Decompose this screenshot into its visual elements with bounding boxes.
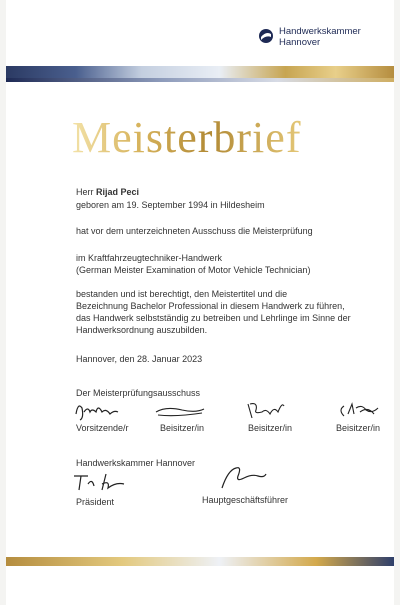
org-line1: Handwerkskammer xyxy=(279,26,361,37)
role-assessor-2: Beisitzer/in xyxy=(248,423,293,433)
recipient-line xyxy=(76,186,139,198)
signature-president xyxy=(72,470,134,494)
signature-assessor-3 xyxy=(336,400,382,420)
body-line-3: das Handwerk selbstständig zu betreiben und Lehrlinge im Sinne der xyxy=(76,313,351,323)
trade-line: im Kraftfahrzeugtechniker-Handwerk xyxy=(76,253,223,263)
committee-heading: Der Meisterprüfungsausschuss xyxy=(76,388,201,398)
decorative-band-bottom xyxy=(6,557,394,566)
decorative-band-top-thin xyxy=(6,78,394,82)
certificate-title: Meisterbrief xyxy=(72,113,302,162)
signature-assessor-1 xyxy=(152,404,208,420)
salutation: Herr xyxy=(76,187,94,197)
signature-assessor-2 xyxy=(244,398,288,422)
decorative-band-top xyxy=(6,66,394,78)
chamber-heading: Handwerkskammer Hannover xyxy=(76,458,196,468)
recipient-name: Rijad Peci xyxy=(96,187,140,197)
role-assessor-3: Beisitzer/in xyxy=(336,423,381,433)
role-chair: Vorsitzende/r xyxy=(76,423,129,433)
chamber-logo-icon xyxy=(258,28,274,44)
body-line-4: Handwerksordnung auszubilden. xyxy=(76,325,208,335)
role-ceo: Hauptgeschäftsführer xyxy=(202,495,289,505)
body-line-1: bestanden und ist berechtigt, den Meistertitel und die xyxy=(76,289,288,299)
place-date: Hannover, den 28. Januar 2023 xyxy=(76,354,203,364)
chamber-logo xyxy=(258,26,361,48)
signature-chair xyxy=(72,398,120,422)
trade-english-line: (German Meister Examination of Motor Vehicle Technician) xyxy=(76,265,311,275)
exam-line: hat vor dem unterzeichneten Ausschuss die Meisterprüfung xyxy=(76,226,313,236)
org-line2: Hannover xyxy=(279,37,321,48)
body-line-2: Bezeichnung Bachelor Professional in diesem Handwerk zu führen, xyxy=(76,301,345,311)
certificate-page xyxy=(6,0,394,605)
role-president: Präsident xyxy=(76,497,115,507)
birth-line: geboren am 19. September 1994 in Hildesheim xyxy=(76,200,265,210)
signature-ceo xyxy=(218,462,268,492)
role-assessor-1: Beisitzer/in xyxy=(160,423,205,433)
